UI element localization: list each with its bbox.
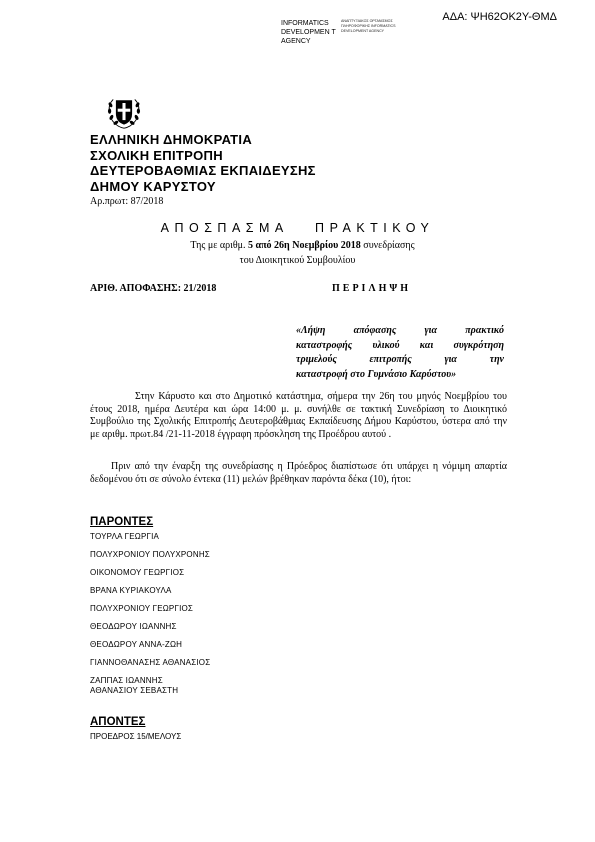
present-heading: ΠΑΡΟΝΤΕΣ bbox=[90, 516, 154, 528]
session-prefix: Της με αριθμ. bbox=[190, 240, 246, 251]
greek-emblem-icon bbox=[106, 94, 142, 130]
subject-block bbox=[296, 324, 504, 382]
summary-heading: ΠΕΡΙΛΗΨΗ bbox=[332, 283, 411, 294]
subject-line: καταστροφής υλικού και συγκρότηση bbox=[296, 339, 504, 351]
ida-name: INFORMATICS DEVELOPMEN T AGENCY bbox=[281, 20, 336, 45]
authority-line: ΔΕΥΤΕΡΟΒΑΘΜΙΑΣ ΕΚΠΑΙΔΕΥΣΗΣ bbox=[90, 163, 316, 178]
session-line bbox=[0, 240, 595, 251]
present-member: ΠΟΛΥΧΡΟΝΙΟΥ ΓΕΩΡΓΙΟΣ bbox=[90, 604, 194, 613]
present-member: ΟΙΚΟΝΟΜΟΥ ΓΕΩΡΓΙΟΣ bbox=[90, 568, 185, 577]
absent-member: ΠΡΟΕΔΡΟΣ 15/ΜΕΛΟΥΣ bbox=[90, 732, 182, 741]
present-member: ΒΡΑΝΑ ΚΥΡΙΑΚΟΥΛΑ bbox=[90, 586, 172, 595]
ada-code: ΑΔΑ: ΨΗ62ΟΚ2Υ-ΘΜΔ bbox=[442, 11, 557, 23]
subject-line: τριμελούς επιτροπής για την bbox=[296, 354, 504, 365]
present-member: ΓΙΑΝΝΟΘΑΝΑΣΗΣ ΑΘΑΝΑΣΙΟΣ bbox=[90, 658, 211, 667]
absent-heading: ΑΠΟΝΤΕΣ bbox=[90, 716, 146, 728]
present-member: ΤΟΥΡΛΑ ΓΕΩΡΓΙΑ bbox=[90, 532, 160, 541]
session-suffix: συνεδρίασης bbox=[363, 240, 415, 251]
session-body: του Διοικητικού Συμβουλίου bbox=[239, 255, 356, 266]
body-paragraph: Στην Κάρυστο και στο Δημοτικό κατάστημα, σήμερα την 26η του μηνός Νοεμβρίου του έτους 2018, ημέρα Δευτέρα και ώρα 14:00 μ. μ. συνήλθε σε τακτική Συνεδρίαση το Διοικητικό Συμβούλιο της Σχολικής Επιτροπής Δευτεροβάθμιας Εκπαίδευσης Δήμου Καρύστου, ύστερα από την με αριθμ. πρωτ.84 /21-11-2018 έγγραφη πρόσκληση της Προέδρου αυτού . bbox=[90, 391, 507, 440]
decision-number: ΑΡΙΘ. ΑΠΟΦΑΣΗΣ: 21/2018 bbox=[90, 283, 217, 294]
authority-line: ΔΗΜΟΥ ΚΑΡΥΣΤΟΥ bbox=[90, 178, 216, 194]
subject-line: «Λήψη απόφασης για πρακτικό bbox=[296, 325, 504, 336]
present-member: ΑΘΑΝΑΣΙΟΥ ΣΕΒΑΣΤΗ bbox=[90, 686, 179, 695]
document-title: ΑΠΟΣΠΑΣΜΑ ΠΡΑΚΤΙΚΟΥ bbox=[160, 221, 435, 235]
present-member: ΘΕΟΔΩΡΟΥ ΙΩΑΝΝΗΣ bbox=[90, 622, 177, 631]
session-number: 5 από 26η Νοεμβρίου 2018 bbox=[247, 240, 361, 251]
body-paragraph: Πριν από την έναρξη της συνεδρίασης η Πρόεδρος διαπίστωσε ότι υπάρχει η νόμιμη απαρτία δεδομένου ότι σε σύνολο έντεκα (11) μελών βρέθηκαν παρόντα δέκα (10), ήτοι: bbox=[90, 461, 507, 485]
present-member: ΖΑΠΠΑΣ ΙΩΑΝΝΗΣ bbox=[90, 676, 163, 685]
authority-line: ΣΧΟΛΙΚΗ ΕΠΙΤΡΟΠΗ bbox=[90, 147, 223, 163]
ida-small-text: ΑΝΑΠΤΥΞΙΑΚΟΣ ΟΡΓΑΝΙΣΜΟΣ ΠΛΗΡΟΦΟΡΙΚΗΣ INFORMATICS DEVELOPMENT AGENCY bbox=[341, 19, 396, 33]
present-member: ΘΕΟΔΩΡΟΥ ΑΝΝΑ-ΖΩΗ bbox=[90, 640, 183, 649]
authority-block bbox=[90, 132, 316, 194]
present-member: ΠΟΛΥΧΡΟΝΙΟΥ ΠΟΛΥΧΡΟΝΗΣ bbox=[90, 550, 210, 559]
protocol-number: Αρ.πρωτ: 87/2018 bbox=[90, 196, 164, 207]
subject-line: καταστροφή στο Γυμνάσιο Καρύστου» bbox=[296, 368, 457, 380]
authority-line: ΕΛΛΗΝΙΚΗ ΔΗΜΟΚΡΑΤΙΑ bbox=[90, 132, 253, 147]
